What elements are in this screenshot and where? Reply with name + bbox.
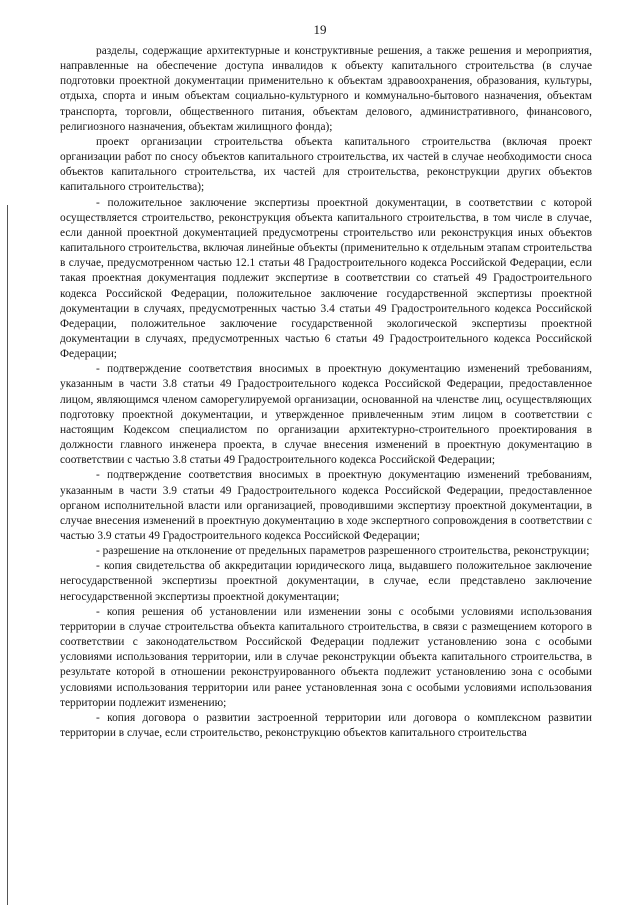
paragraph-territory-development-agreement: - копия договора о развитии застроенной территории или договора о комплексном развитии территории в случае, если строительство, реконструкцию объектов капитального строительства: [60, 711, 592, 740]
paragraph-special-zone-decision: - копия решения об установлении или изменении зоны с особыми условиями использования территории в случае строительства объекта капитального строительства, в связи с размещением которого в соответствии с законодательством Российской Федерации подлежит установлению зона с особыми условиями использования территории, или в случае реконструкции объекта капитального строительства, в результате которой в отношении реконструированного объекта подлежит установлению зона с особыми условиями использования территории или ранее установленная зона с особыми условиями использования территории подлежит изменению;: [60, 605, 592, 709]
page-number: 19: [313, 22, 327, 37]
paragraph-construction-organization: проект организации строительства объекта капитального строительства (включая проект организации работ по сносу объектов капитального строительства, их частей в случае необходимости сноса объектов капитального строительства, их частей для строительства, реконструкции других объектов капитального строительства);: [60, 135, 592, 194]
paragraph-architectural-sections: разделы, содержащие архитектурные и конструктивные решения, а также решения и мероприятия, направленные на обеспечение доступа инвалидов к объекту капитального строительства (в случае подготовки проектной документации применительно к объектам здравоохранения, образования, культуры, отдыха, спорта и иным объектам социально-культурного и коммунально-бытового назначения, объектам транспорта, торговли, общественного питания, объектам делового, административного, финансового, религиозного назначения, объектам жилищного фонда);: [60, 45, 592, 133]
margin-line: [7, 205, 8, 905]
paragraph-changes-confirmation-3-8: - подтверждение соответствия вносимых в проектную документацию изменений требованиям, указанным в части 3.8 статьи 49 Градостроительного кодекса Российской Федерации, предоставленное лицом, являющимся членом саморегулируемой организации, основанной на членстве лиц, осуществляющих подготовку проектной документации, и утвержденное привлеченным этим лицом в соответствии с настоящим Кодексом специалистом по организации архитектурно-строительного проектирования в должности главного инженера проекта, в случае внесения изменений в проектную документацию в соответствии с частью 3.8 статьи 49 Градостроительного кодекса Российской Федерации;: [60, 363, 592, 467]
paragraph-positive-expertise-conclusion: - положительное заключение экспертизы проектной документации, в соответствии с которой осуществляется строительство, реконструкция объекта капитального строительства, в том числе в случае, если данной проектной документацией предусмотрены строительство или реконструкция иных объектов капитального строительства, включая линейные объекты (применительно к отдельным этапам строительства в случае, предусмотренном частью 12.1 статьи 48 Градостроительного кодекса Российской Федерации, если такая проектная документация подлежит экспертизе в соответствии со статьей 49 Градостроительного кодекса Российской Федерации, положительное заключение государственной экспертизы проектной документации в случаях, предусмотренных частью 3.4 статьи 49 Градостроительного кодекса Российской Федерации, положительное заключение государственной экологической экспертизы проектной документации в случаях, предусмотренных частью 6 статьи 49 Градостроительного кодекса Российской Федерации;: [60, 196, 592, 361]
body-text: [60, 44, 592, 741]
paragraph-changes-confirmation-3-9: - подтверждение соответствия вносимых в проектную документацию изменений требованиям, указанным в части 3.9 статьи 49 Градостроительного кодекса Российской Федерации, предоставленное органом исполнительной власти или организацией, проводившими экспертизу проектной документации, в случае внесения изменений в проектную документацию в ходе экспертного сопровождения в соответствии с частью 3.9 статьи 49 Градостроительного кодекса Российской Федерации;: [60, 469, 592, 542]
paragraph-deviation-permit: - разрешение на отклонение от предельных параметров разрешенного строительства, реконструкции;: [96, 545, 590, 558]
paragraph-accreditation-certificate: - копия свидетельства об аккредитации юридического лица, выдавшего положительное заключение негосударственной экспертизы проектной документации, в случае, если представлено заключение негосударственной экспертизы проектной документации;: [60, 560, 592, 603]
